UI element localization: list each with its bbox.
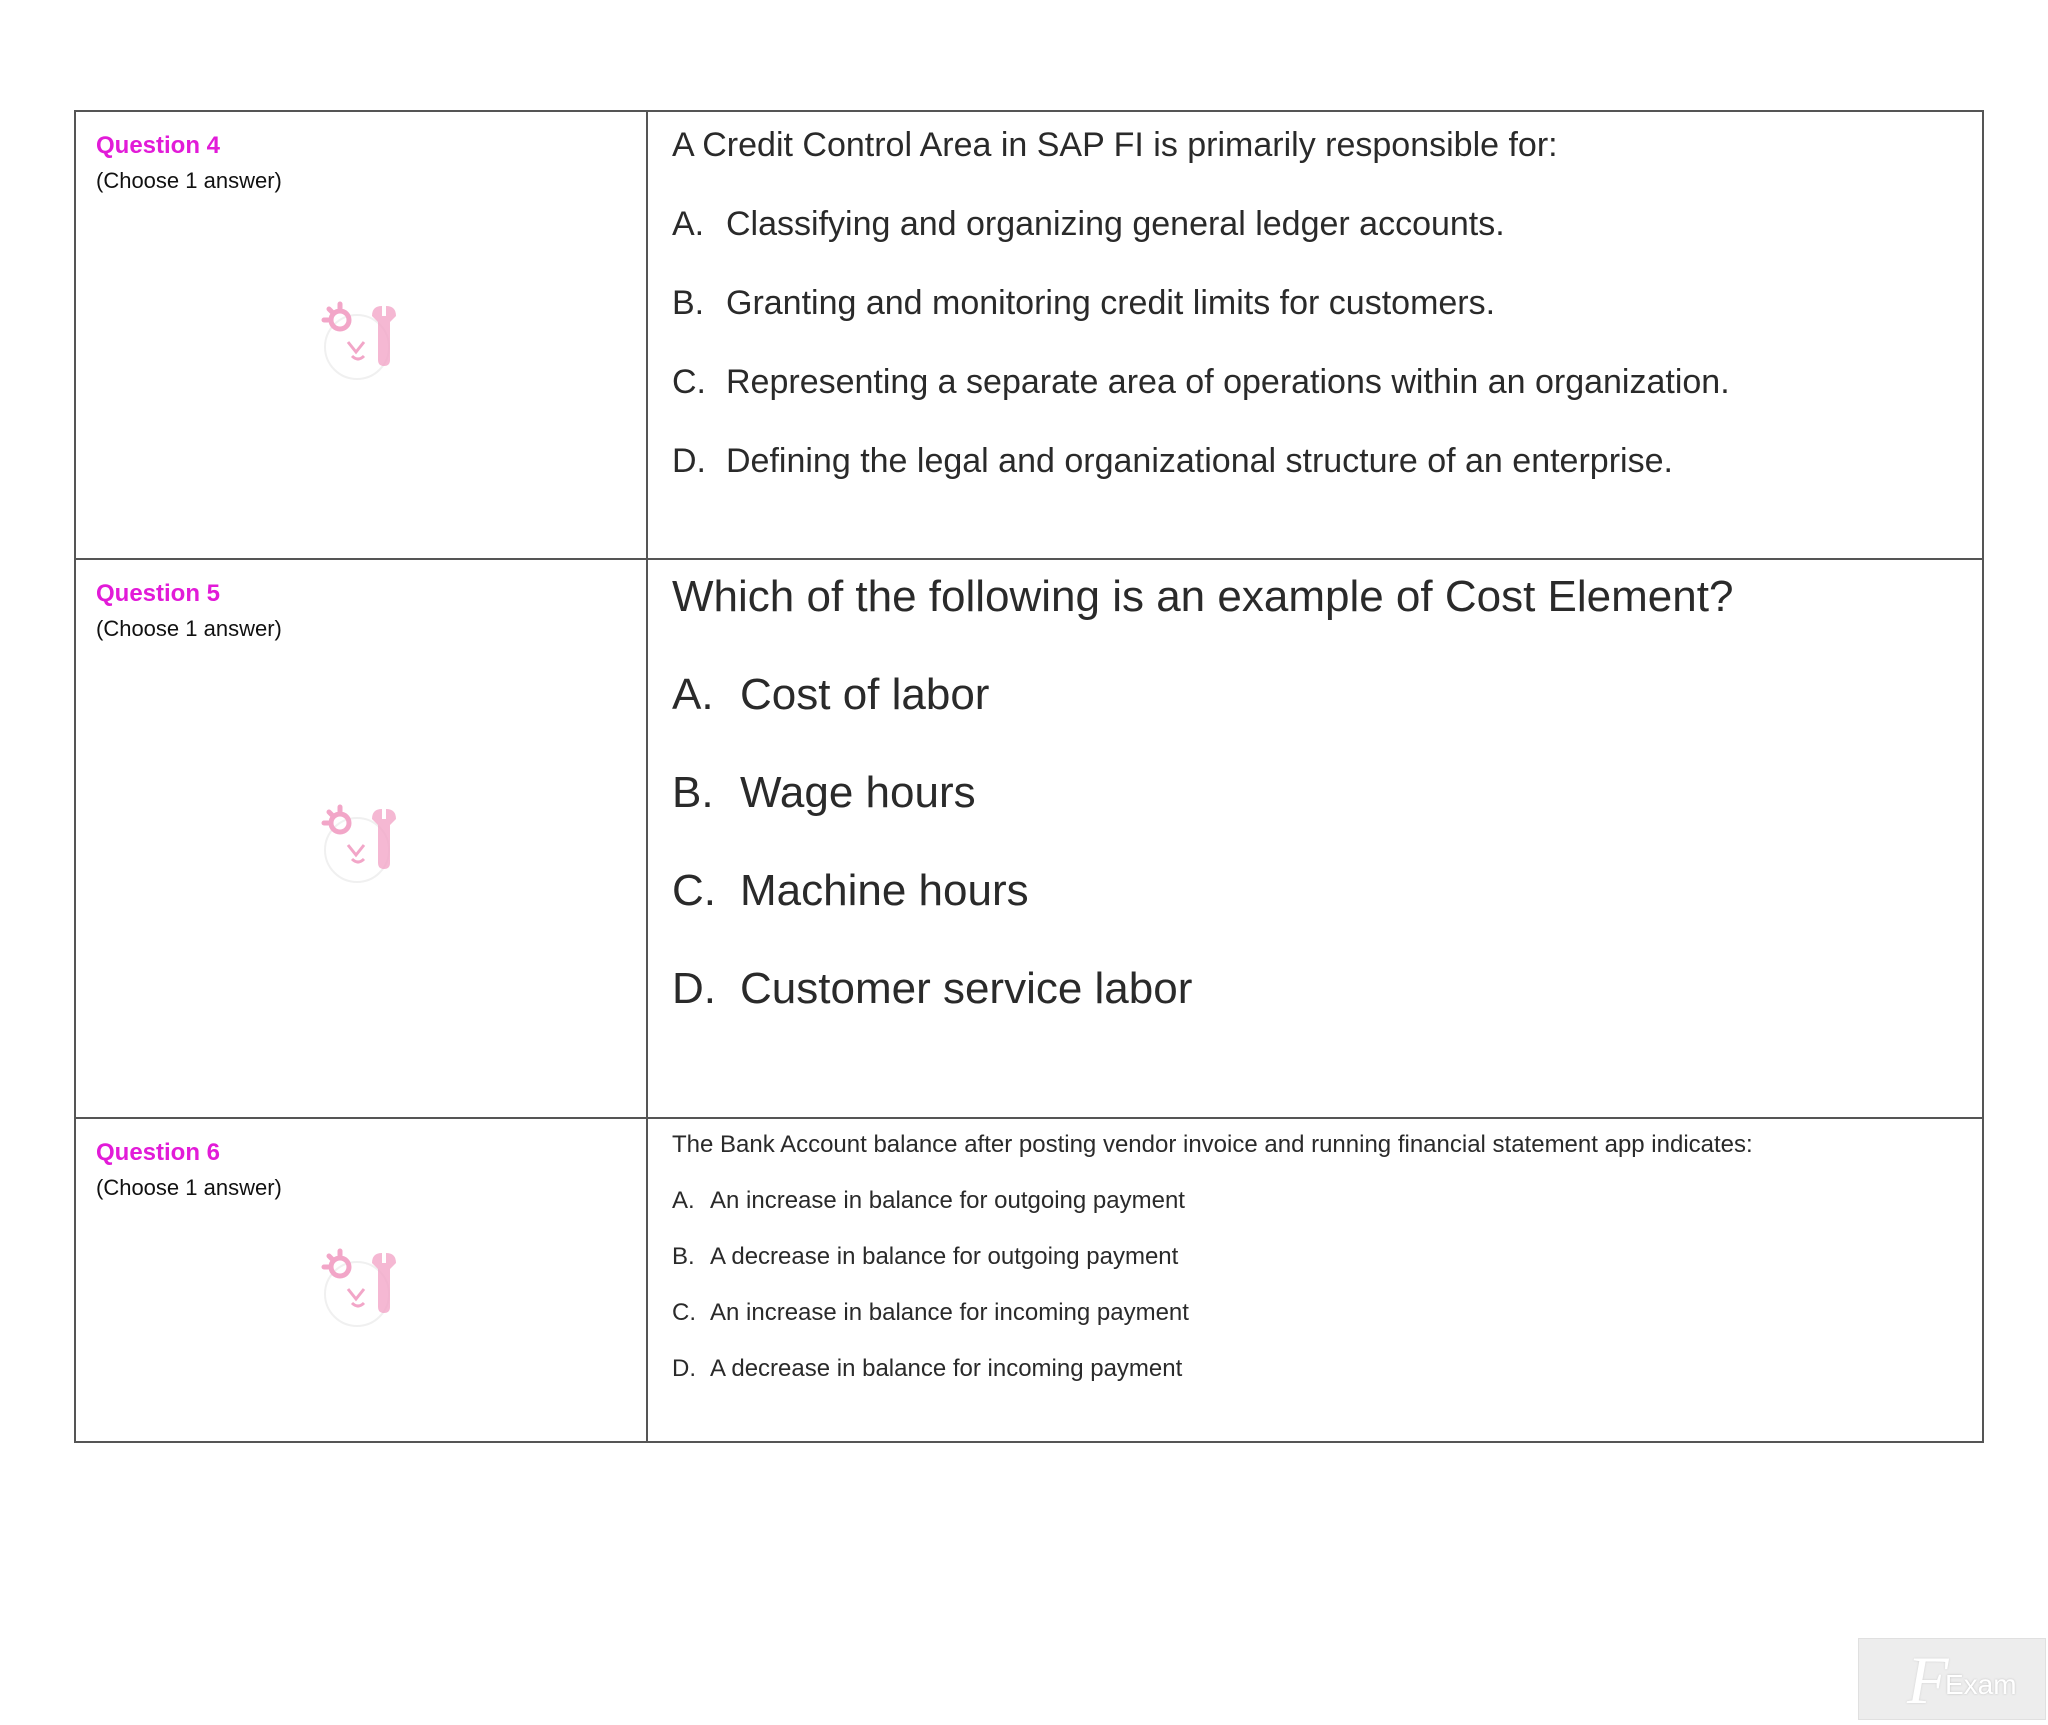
brand-text: Exam bbox=[1945, 1669, 2017, 1700]
question-row bbox=[75, 111, 1983, 559]
gear-wrench-logo-icon bbox=[312, 1239, 412, 1339]
question-number: Question 5 bbox=[96, 580, 221, 607]
answer-option-d[interactable] bbox=[672, 442, 1982, 481]
option-text: Customer service labor bbox=[740, 964, 1193, 1013]
question-number: Question 4 bbox=[96, 132, 221, 159]
answer-option-a[interactable] bbox=[672, 670, 1982, 720]
answer-option-c[interactable] bbox=[672, 363, 1982, 402]
option-letter: D. bbox=[672, 442, 706, 480]
option-text: Classifying and organizing general ledger accounts. bbox=[726, 205, 1505, 243]
answer-option-a[interactable] bbox=[672, 1187, 1982, 1215]
option-text: An increase in balance for incoming payment bbox=[710, 1299, 1189, 1326]
gear-wrench-logo-icon bbox=[312, 292, 412, 392]
option-text: Wage hours bbox=[740, 768, 976, 817]
option-text: A decrease in balance for incoming payment bbox=[710, 1355, 1183, 1382]
answer-option-b[interactable] bbox=[672, 768, 1982, 818]
option-letter: D. bbox=[672, 964, 716, 1013]
question-text: Which of the following is an example of Cost Element? bbox=[672, 572, 1734, 621]
answer-option-c[interactable] bbox=[672, 866, 1982, 916]
option-letter: B. bbox=[672, 284, 705, 322]
question-content-cell bbox=[647, 1118, 1983, 1442]
option-text: An increase in balance for outgoing payment bbox=[710, 1187, 1185, 1214]
brand-logo bbox=[1858, 1638, 2046, 1720]
answer-hint: (Choose 1 answer) bbox=[96, 1175, 282, 1200]
question-row bbox=[75, 1118, 1983, 1442]
question-content-cell bbox=[647, 111, 1983, 559]
option-letter: C. bbox=[672, 1299, 696, 1326]
option-text: A decrease in balance for outgoing payment bbox=[710, 1243, 1179, 1270]
question-text: A Credit Control Area in SAP FI is primarily responsible for: bbox=[672, 126, 1558, 164]
question-number: Question 6 bbox=[96, 1139, 221, 1166]
option-letter: B. bbox=[672, 1243, 695, 1270]
option-letter: A. bbox=[672, 205, 705, 243]
option-letter: A. bbox=[672, 670, 714, 719]
answer-option-c[interactable] bbox=[672, 1299, 1982, 1327]
answer-hint: (Choose 1 answer) bbox=[96, 168, 282, 193]
option-text: Machine hours bbox=[740, 866, 1029, 915]
option-letter: B. bbox=[672, 768, 714, 817]
question-meta-cell bbox=[75, 111, 647, 559]
option-letter: C. bbox=[672, 363, 706, 401]
question-row bbox=[75, 559, 1983, 1118]
answer-hint: (Choose 1 answer) bbox=[96, 616, 282, 641]
answer-option-d[interactable] bbox=[672, 1355, 1982, 1383]
option-letter: C. bbox=[672, 866, 716, 915]
answer-option-b[interactable] bbox=[672, 1243, 1982, 1271]
question-meta-cell bbox=[75, 1118, 647, 1442]
option-text: Defining the legal and organizational structure of an enterprise. bbox=[726, 442, 1673, 480]
question-content-cell bbox=[647, 559, 1983, 1118]
option-text: Representing a separate area of operations within an organization. bbox=[726, 363, 1730, 401]
option-text: Granting and monitoring credit limits for customers. bbox=[726, 284, 1496, 322]
questions-table bbox=[74, 110, 1984, 1443]
answer-option-d[interactable] bbox=[672, 964, 1982, 1014]
gear-wrench-logo-icon bbox=[312, 795, 412, 895]
answer-option-a[interactable] bbox=[672, 205, 1982, 244]
brand-mark: F bbox=[1907, 1642, 1949, 1718]
question-text: The Bank Account balance after posting vendor invoice and running financial statement app indicates: bbox=[672, 1131, 1753, 1158]
answer-option-b[interactable] bbox=[672, 284, 1982, 323]
question-meta-cell bbox=[75, 559, 647, 1118]
option-letter: D. bbox=[672, 1355, 696, 1382]
option-letter: A. bbox=[672, 1187, 695, 1214]
option-text: Cost of labor bbox=[740, 670, 990, 719]
